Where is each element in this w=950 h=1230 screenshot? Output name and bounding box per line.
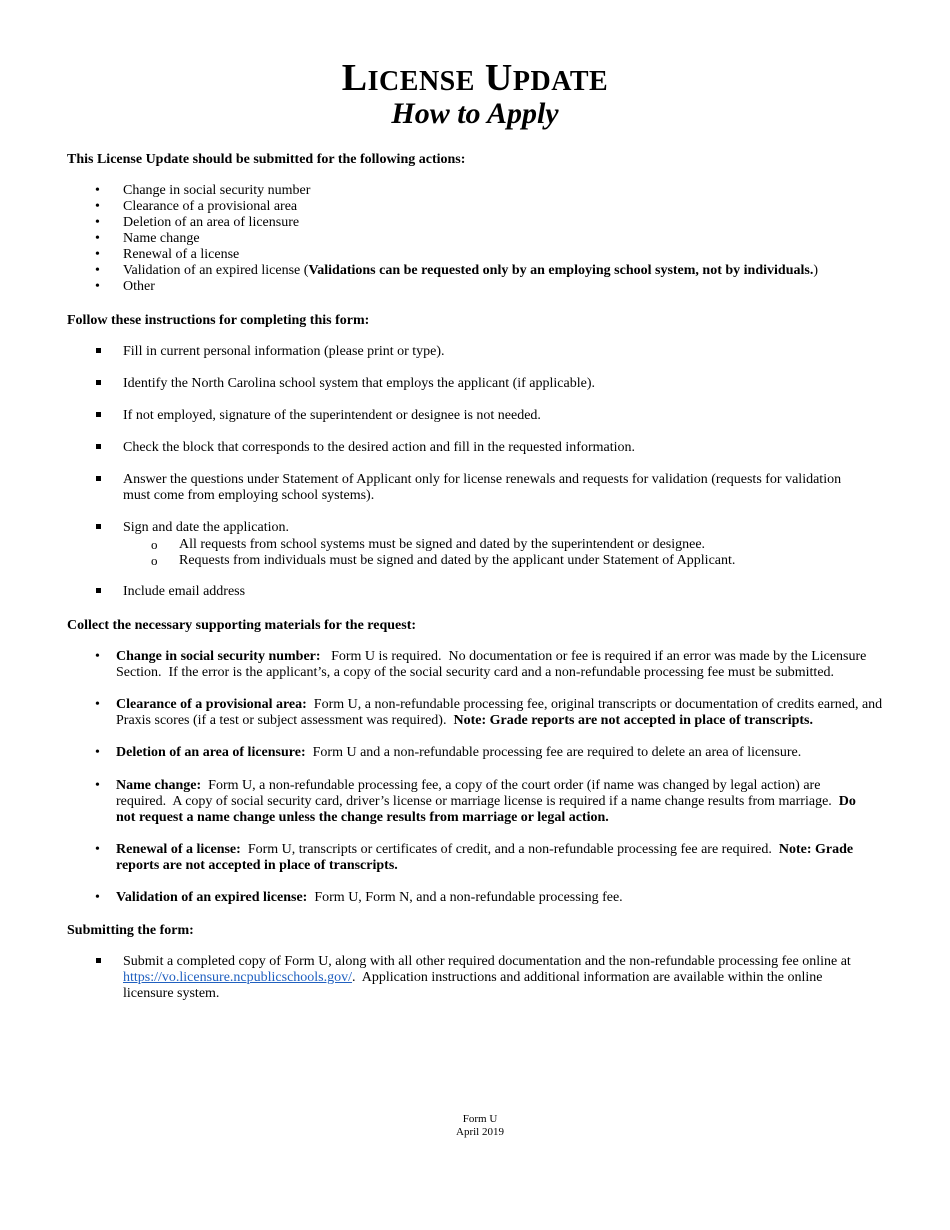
submit-item: Submit a completed copy of Form U, along with all other required documentation and the non-refundable processing fee online at https://vo.licensure.ncpublicschools.gov/. Application instructions and additional information are available within the online licensure system. bbox=[123, 954, 851, 1002]
instruction-item: Include email address bbox=[123, 584, 246, 599]
bullet-icon: • bbox=[95, 697, 100, 712]
list-item: Other bbox=[123, 279, 155, 294]
bullet-icon: • bbox=[95, 215, 100, 230]
list-item: Name change bbox=[123, 231, 200, 246]
bullet-icon: • bbox=[95, 778, 100, 793]
bullet-icon: • bbox=[95, 745, 100, 760]
square-bullet-icon bbox=[96, 380, 101, 385]
section-heading-submitting: Submitting the form: bbox=[67, 923, 194, 938]
footer-date: April 2019 bbox=[456, 1126, 504, 1138]
section-heading-actions: This License Update should be submitted for the following actions: bbox=[67, 152, 466, 167]
material-item: Validation of an expired license: Form U, Form N, and a non-refundable processing fee. bbox=[116, 890, 623, 905]
square-bullet-icon bbox=[96, 476, 101, 481]
instruction-item: Identify the North Carolina school system that employs the applicant (if applicable). bbox=[123, 376, 595, 391]
square-bullet-icon bbox=[96, 412, 101, 417]
circle-bullet-icon: o bbox=[151, 537, 158, 552]
bullet-icon: • bbox=[95, 649, 100, 664]
page-subtitle: How to Apply bbox=[391, 97, 559, 130]
footer-form-label: Form U bbox=[462, 1113, 498, 1125]
bullet-icon: • bbox=[95, 199, 100, 214]
list-item: Renewal of a license bbox=[123, 247, 240, 262]
list-item-validation: Validation of an expired license (Validations can be requested only by an employing school system, not by individuals.) bbox=[123, 263, 818, 278]
instruction-item: Check the block that corresponds to the desired action and fill in the requested information. bbox=[123, 440, 636, 455]
page-title: LICENSE UPDATE bbox=[341, 57, 609, 99]
bullet-icon: • bbox=[95, 842, 100, 857]
bullet-icon: • bbox=[95, 231, 100, 246]
material-item: Renewal of a license: Form U, transcripts or certificates of credit, and a non-refundable processing fee are required. Note: Grade reports are not accepted in place of transcripts. bbox=[116, 842, 854, 874]
section-heading-materials: Collect the necessary supporting materials for the request: bbox=[67, 618, 417, 633]
bullet-icon: • bbox=[95, 263, 100, 278]
instruction-item: Answer the questions under Statement of Applicant only for license renewals and requests for validation (requests for validation must come from employing school systems). bbox=[123, 472, 842, 504]
bullet-icon: • bbox=[95, 890, 100, 905]
square-bullet-icon bbox=[96, 588, 101, 593]
square-bullet-icon bbox=[96, 444, 101, 449]
list-item: Change in social security number bbox=[123, 183, 311, 198]
bullet-icon: • bbox=[95, 183, 100, 198]
circle-bullet-icon: o bbox=[151, 553, 158, 568]
list-item: Deletion of an area of licensure bbox=[123, 215, 300, 230]
instruction-item: Sign and date the application. bbox=[123, 520, 290, 535]
material-item: Deletion of an area of licensure: Form U and a non-refundable processing fee are required to delete an area of licensure. bbox=[116, 745, 802, 760]
instruction-item: Fill in current personal information (please print or type). bbox=[123, 344, 445, 359]
licensure-link[interactable]: https://vo.licensure.ncpublicschools.gov/ bbox=[123, 970, 353, 986]
list-item: Clearance of a provisional area bbox=[123, 199, 298, 214]
material-item: Change in social security number: Form U is required. No documentation or fee is required if an error was made by the Licensure Section. If the error is the applicant’s, a copy of the social security card and a non-refundable processing fee must be submitted. bbox=[116, 649, 870, 681]
bullet-icon: • bbox=[95, 279, 100, 294]
bullet-icon: • bbox=[95, 247, 100, 262]
square-bullet-icon bbox=[96, 348, 101, 353]
square-bullet-icon bbox=[96, 958, 101, 963]
instruction-subitem: Requests from individuals must be signed and dated by the applicant under Statement of Applicant. bbox=[179, 553, 736, 568]
square-bullet-icon bbox=[96, 524, 101, 529]
section-heading-instructions: Follow these instructions for completing this form: bbox=[67, 313, 370, 328]
instruction-subitem: All requests from school systems must be signed and dated by the superintendent or designee. bbox=[179, 537, 706, 552]
material-item: Clearance of a provisional area: Form U, a non-refundable processing fee, original transcripts or documentation of credits earned, and Praxis scores (if a test or subject assessment was required). Note: Grade reports are not accepted in place of transcripts. bbox=[116, 697, 886, 729]
instruction-item: If not employed, signature of the superintendent or designee is not needed. bbox=[123, 408, 541, 423]
material-item: Name change: Form U, a non-refundable processing fee, a copy of the court order (if name was changed by legal action) are required. A copy of social security card, driver’s license or marriage license is required if a name change results from marriage. Do not request a name change unless the change results from marriage or legal action. bbox=[116, 778, 856, 826]
